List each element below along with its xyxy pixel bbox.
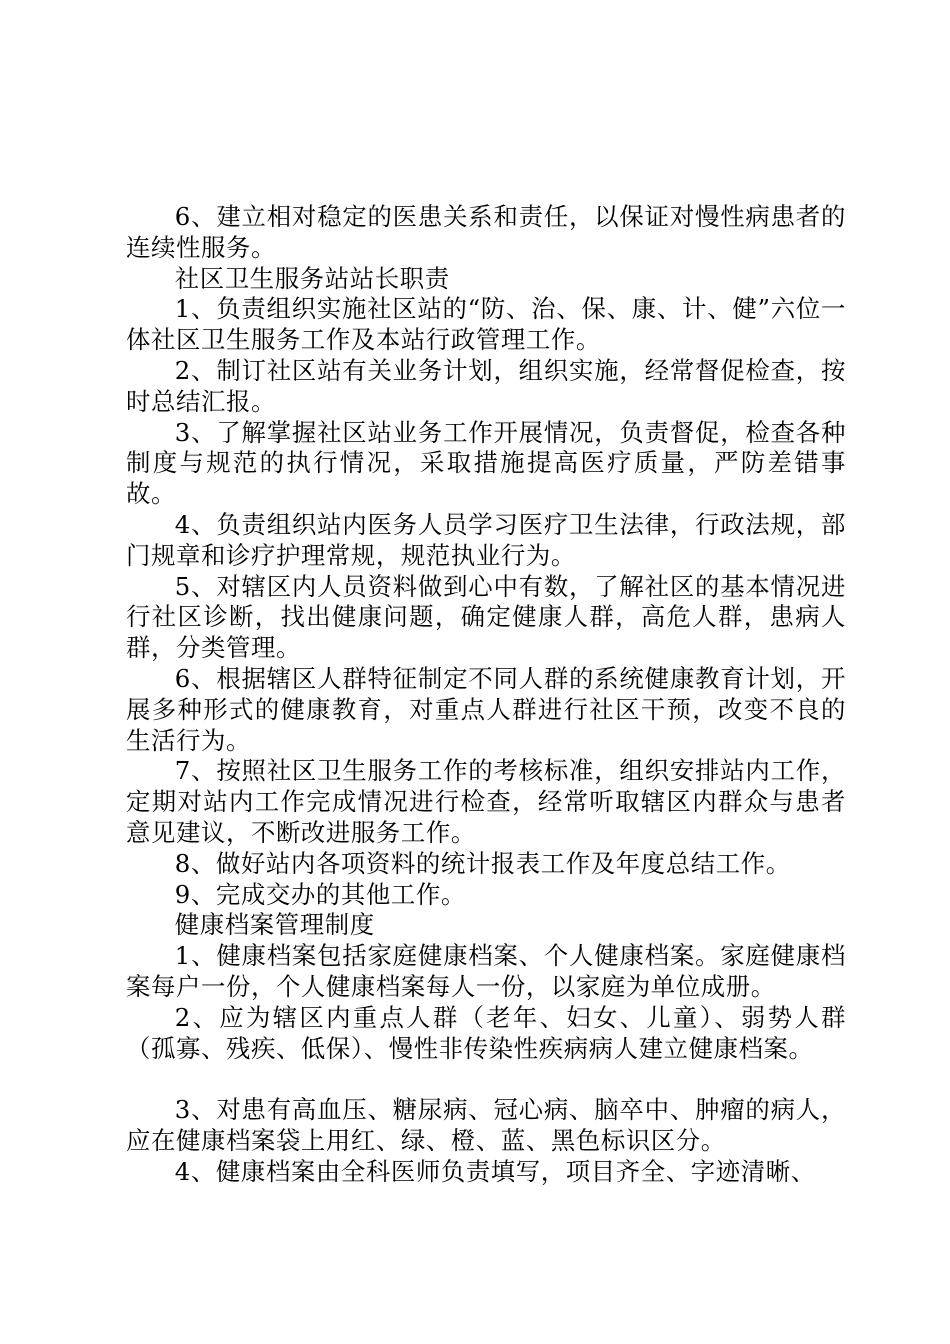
paragraph-duty-5: 5、对辖区内人员资料做到心中有数，了解社区的基本情况进行社区诊断，找出健康问题，确定健康人群，高危人群，患病人群，分类管理。	[126, 571, 846, 663]
paragraph-duty-6: 6、根据辖区人群特征制定不同人群的系统健康教育计划，开展多种形式的健康教育，对重点人群进行社区干预，改变不良的生活行为。	[126, 663, 846, 755]
paragraph-duty-4: 4、负责组织站内医务人员学习医疗卫生法律，行政法规，部门规章和诊疗护理常规，规范执业行为。	[126, 509, 846, 570]
paragraph-records-1: 1、健康档案包括家庭健康档案、个人健康档案。家庭健康档案每户一份，个人健康档案每人一份，以家庭为单位成册。	[126, 941, 846, 1001]
paragraph-duty-8: 8、做好站内各项资料的统计报表工作及年度总结工作。	[174, 848, 791, 878]
paragraph-duty-7: 7、按照社区卫生服务工作的考核标准，组织安排站内工作，定期对站内工作完成情况进行检查，经常听取辖区内群众与患者意见建议，不断改进服务工作。	[126, 756, 846, 847]
paragraph-duty-2: 2、制订社区站有关业务计划，组织实施，经常督促检查，按时总结汇报。	[126, 355, 846, 416]
section-heading-health-records-policy: 健康档案管理制度	[174, 910, 375, 940]
paragraph-continuity-service: 6、建立相对稳定的医患关系和责任，以保证对慢性病患者的连续性服务。	[126, 202, 846, 262]
paragraph-duty-1: 1、负责组织实施社区站的“防、治、保、康、计、健”六位一体社区卫生服务工作及本站行政管理工作。	[126, 294, 846, 355]
paragraph-records-3: 3、对患有高血压、糖尿病、冠心病、脑卒中、肿瘤的病人，应在健康档案袋上用红、绿、橙、蓝、黑色标识区分。	[126, 1095, 846, 1155]
paragraph-records-4: 4、健康档案由全科医师负责填写，项目齐全、字迹清晰、	[174, 1156, 816, 1186]
document-body	[126, 202, 846, 1188]
section-heading-station-director-duties: 社区卫生服务站站长职责	[174, 263, 450, 293]
blank-line	[126, 1064, 846, 1095]
paragraph-duty-9: 9、完成交办的其他工作。	[174, 879, 466, 909]
paragraph-records-2: 2、应为辖区内重点人群（老年、妇女、儿童）、弱势人群（孤寡、残疾、低保）、慢性非传染性疾病病人建立健康档案。	[126, 1002, 846, 1063]
paragraph-duty-3: 3、了解掌握社区站业务工作开展情况，负责督促，检查各种制度与规范的执行情况，采取措施提高医疗质量，严防差错事故。	[126, 417, 846, 509]
